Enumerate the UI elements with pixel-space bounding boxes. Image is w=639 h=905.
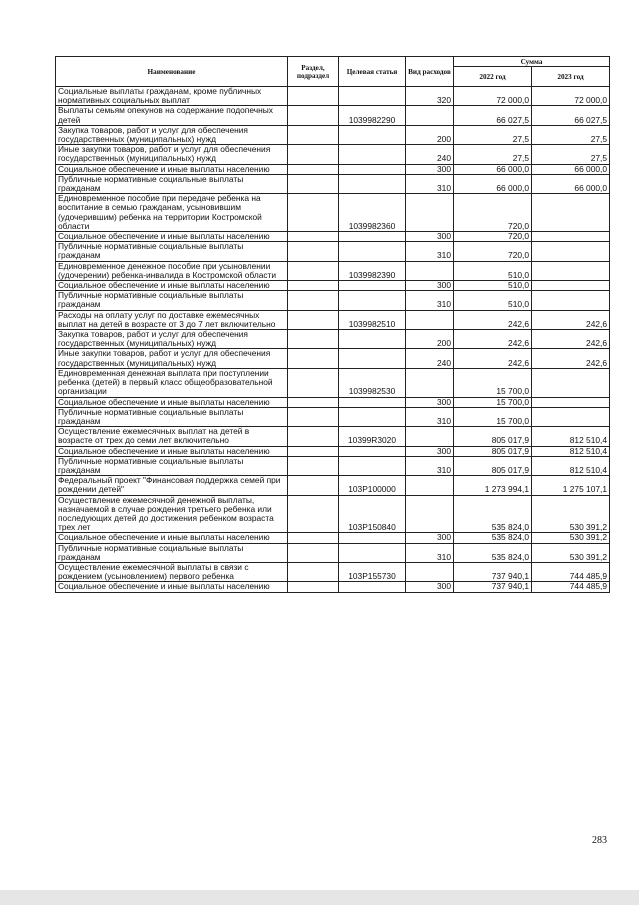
cell-name: Единовременное пособие при передаче ребенка на воспитание в семью гражданам, усыновившим (удочерившим) ребенка на территории Костромской области — [56, 194, 288, 232]
cell-type: 300 — [406, 397, 454, 407]
cell-type: 310 — [406, 174, 454, 193]
cell-name: Единовременное денежное пособие при усыновлении (удочерении) ребенка-инвалида в Костромской области — [56, 261, 288, 280]
table-row — [56, 164, 610, 174]
cell-name: Публичные нормативные социальные выплаты гражданам — [56, 242, 288, 261]
table-row — [56, 397, 610, 407]
table-row — [56, 582, 610, 592]
cell-sum-2023: 66 027,5 — [532, 106, 610, 125]
table-row — [56, 194, 610, 232]
cell-sum-2023: 744 485,9 — [532, 582, 610, 592]
cell-target: 1039982390 — [339, 261, 406, 280]
cell-sum-2023 — [532, 407, 610, 426]
cell-section — [288, 261, 339, 280]
cell-sum-2022: 15 700,0 — [454, 397, 532, 407]
cell-sum-2022: 15 700,0 — [454, 407, 532, 426]
cell-sum-2022: 805 017,9 — [454, 456, 532, 475]
table-row — [56, 562, 610, 581]
cell-sum-2022: 535 824,0 — [454, 533, 532, 543]
cell-type: 300 — [406, 446, 454, 456]
cell-target — [339, 407, 406, 426]
cell-sum-2023: 530 391,2 — [532, 543, 610, 562]
cell-target — [339, 446, 406, 456]
cell-section — [288, 87, 339, 106]
cell-type: 310 — [406, 456, 454, 475]
cell-sum-2023: 66 000,0 — [532, 164, 610, 174]
cell-section — [288, 125, 339, 144]
cell-section — [288, 407, 339, 426]
cell-type — [406, 562, 454, 581]
cell-section — [288, 106, 339, 125]
cell-sum-2022: 66 027,5 — [454, 106, 532, 125]
table-row — [56, 407, 610, 426]
cell-type — [406, 261, 454, 280]
cell-section — [288, 310, 339, 329]
cell-sum-2022: 720,0 — [454, 194, 532, 232]
cell-sum-2023: 242,6 — [532, 310, 610, 329]
cell-type — [406, 106, 454, 125]
cell-section — [288, 562, 339, 581]
cell-type: 310 — [406, 291, 454, 310]
cell-target — [339, 164, 406, 174]
cell-name: Единовременная денежная выплата при поступлении ребенка (детей) в первый класс общеобразовательной организации — [56, 368, 288, 397]
cell-sum-2022: 805 017,9 — [454, 427, 532, 446]
table-row — [56, 87, 610, 106]
cell-sum-2023 — [532, 194, 610, 232]
cell-sum-2023: 812 510,4 — [532, 427, 610, 446]
cell-sum-2022: 242,6 — [454, 330, 532, 349]
cell-type — [406, 495, 454, 533]
cell-name: Публичные нормативные социальные выплаты гражданам — [56, 543, 288, 562]
cell-section — [288, 242, 339, 261]
table-row — [56, 232, 610, 242]
cell-sum-2023: 1 275 107,1 — [532, 476, 610, 495]
cell-sum-2022: 737 940,1 — [454, 582, 532, 592]
cell-type: 310 — [406, 407, 454, 426]
budget-table — [55, 56, 610, 593]
cell-section — [288, 533, 339, 543]
cell-type: 240 — [406, 145, 454, 164]
table-row — [56, 456, 610, 475]
cell-sum-2023 — [532, 368, 610, 397]
cell-section — [288, 476, 339, 495]
cell-section — [288, 232, 339, 242]
cell-name: Иные закупки товаров, работ и услуг для обеспечения государственных (муниципальных) нужд — [56, 145, 288, 164]
cell-sum-2022: 510,0 — [454, 281, 532, 291]
cell-name: Социальное обеспечение и иные выплаты населению — [56, 533, 288, 543]
cell-target: 1039982360 — [339, 194, 406, 232]
cell-type: 300 — [406, 281, 454, 291]
header-section: Раздел, подраздел — [288, 57, 339, 87]
cell-name: Осуществление ежемесячной денежной выплаты, назначаемой в случае рождения третьего ребенка или последующих детей до достижения ребенком возраста трех лет — [56, 495, 288, 533]
cell-name: Осуществление ежемесячных выплат на детей в возрасте от трех до семи лет включительно — [56, 427, 288, 446]
header-type: Вид расходов — [406, 57, 454, 87]
cell-target — [339, 125, 406, 144]
cell-type: 320 — [406, 87, 454, 106]
cell-target — [339, 291, 406, 310]
cell-sum-2022: 15 700,0 — [454, 368, 532, 397]
table-row — [56, 427, 610, 446]
cell-target — [339, 397, 406, 407]
cell-sum-2022: 1 273 994,1 — [454, 476, 532, 495]
cell-target — [339, 232, 406, 242]
cell-type: 300 — [406, 582, 454, 592]
cell-sum-2022: 27,5 — [454, 125, 532, 144]
cell-type — [406, 310, 454, 329]
cell-target — [339, 456, 406, 475]
cell-target: 1039982510 — [339, 310, 406, 329]
table-row — [56, 145, 610, 164]
cell-name: Федеральный проект "Финансовая поддержка семей при рождении детей" — [56, 476, 288, 495]
cell-type — [406, 427, 454, 446]
table-row — [56, 281, 610, 291]
header-target: Целевая статья — [339, 57, 406, 87]
cell-section — [288, 145, 339, 164]
table-row — [56, 476, 610, 495]
cell-section — [288, 495, 339, 533]
cell-type: 310 — [406, 242, 454, 261]
cell-type: 200 — [406, 330, 454, 349]
table-header — [56, 57, 610, 87]
table-row — [56, 349, 610, 368]
cell-section — [288, 543, 339, 562]
cell-sum-2022: 242,6 — [454, 310, 532, 329]
cell-target: 10399R3020 — [339, 427, 406, 446]
cell-sum-2022: 805 017,9 — [454, 446, 532, 456]
cell-sum-2022: 720,0 — [454, 232, 532, 242]
cell-sum-2022: 720,0 — [454, 242, 532, 261]
cell-sum-2022: 737 940,1 — [454, 562, 532, 581]
cell-name: Закупка товаров, работ и услуг для обеспечения государственных (муниципальных) нужд — [56, 330, 288, 349]
cell-name: Социальное обеспечение и иные выплаты населению — [56, 281, 288, 291]
cell-sum-2023: 242,6 — [532, 330, 610, 349]
cell-section — [288, 281, 339, 291]
cell-name: Социальное обеспечение и иные выплаты населению — [56, 582, 288, 592]
cell-target — [339, 242, 406, 261]
table-row — [56, 446, 610, 456]
cell-target — [339, 543, 406, 562]
cell-target — [339, 145, 406, 164]
cell-sum-2023 — [532, 261, 610, 280]
cell-section — [288, 291, 339, 310]
cell-name: Публичные нормативные социальные выплаты гражданам — [56, 174, 288, 193]
cell-name: Социальное обеспечение и иные выплаты населению — [56, 164, 288, 174]
cell-target — [339, 330, 406, 349]
cell-type: 240 — [406, 349, 454, 368]
table-body — [56, 87, 610, 593]
table-row — [56, 543, 610, 562]
table-row — [56, 106, 610, 125]
cell-section — [288, 427, 339, 446]
table-row — [56, 368, 610, 397]
cell-target: 103P100000 — [339, 476, 406, 495]
cell-sum-2022: 27,5 — [454, 145, 532, 164]
cell-sum-2023: 530 391,2 — [532, 533, 610, 543]
cell-type: 300 — [406, 164, 454, 174]
viewer-bottom-strip — [0, 890, 639, 905]
cell-target: 103P155730 — [339, 562, 406, 581]
cell-sum-2022: 535 824,0 — [454, 495, 532, 533]
cell-sum-2023: 530 391,2 — [532, 495, 610, 533]
cell-sum-2023: 744 485,9 — [532, 562, 610, 581]
cell-sum-2022: 66 000,0 — [454, 174, 532, 193]
cell-name: Публичные нормативные социальные выплаты гражданам — [56, 291, 288, 310]
cell-target — [339, 87, 406, 106]
cell-sum-2023 — [532, 397, 610, 407]
cell-sum-2023: 812 510,4 — [532, 456, 610, 475]
table-row — [56, 261, 610, 280]
cell-sum-2023: 242,6 — [532, 349, 610, 368]
cell-sum-2022: 535 824,0 — [454, 543, 532, 562]
cell-name: Публичные нормативные социальные выплаты гражданам — [56, 456, 288, 475]
header-sum: Сумма — [454, 57, 610, 67]
header-year-2022: 2022 год — [454, 67, 532, 87]
header-year-2023: 2023 год — [532, 67, 610, 87]
cell-section — [288, 330, 339, 349]
cell-sum-2022: 66 000,0 — [454, 164, 532, 174]
cell-type: 310 — [406, 543, 454, 562]
cell-section — [288, 368, 339, 397]
cell-section — [288, 194, 339, 232]
cell-sum-2023 — [532, 291, 610, 310]
cell-name: Осуществление ежемесячной выплаты в связи с рождением (усыновлением) первого ребенка — [56, 562, 288, 581]
cell-type — [406, 368, 454, 397]
cell-section — [288, 174, 339, 193]
cell-type: 200 — [406, 125, 454, 144]
table-row — [56, 310, 610, 329]
cell-target: 1039982290 — [339, 106, 406, 125]
cell-section — [288, 164, 339, 174]
cell-target: 103P150840 — [339, 495, 406, 533]
cell-sum-2023: 812 510,4 — [532, 446, 610, 456]
table-row — [56, 495, 610, 533]
cell-type: 300 — [406, 533, 454, 543]
cell-name: Расходы на оплату услуг по доставке ежемесячных выплат на детей в возрасте от 3 до 7 лет включительно — [56, 310, 288, 329]
cell-target — [339, 349, 406, 368]
cell-sum-2023: 66 000,0 — [532, 174, 610, 193]
cell-name: Публичные нормативные социальные выплаты гражданам — [56, 407, 288, 426]
cell-section — [288, 456, 339, 475]
header-name: Наименование — [56, 57, 288, 87]
cell-target — [339, 582, 406, 592]
cell-type — [406, 476, 454, 495]
cell-target — [339, 533, 406, 543]
cell-name: Закупка товаров, работ и услуг для обеспечения государственных (муниципальных) нужд — [56, 125, 288, 144]
table-row — [56, 533, 610, 543]
cell-name: Иные закупки товаров, работ и услуг для обеспечения государственных (муниципальных) нужд — [56, 349, 288, 368]
table-row — [56, 242, 610, 261]
cell-type: 300 — [406, 232, 454, 242]
cell-sum-2023 — [532, 242, 610, 261]
cell-section — [288, 582, 339, 592]
cell-target: 1039982530 — [339, 368, 406, 397]
cell-type — [406, 194, 454, 232]
table-row — [56, 330, 610, 349]
table-row — [56, 174, 610, 193]
cell-sum-2023 — [532, 232, 610, 242]
cell-name: Социальное обеспечение и иные выплаты населению — [56, 397, 288, 407]
cell-target — [339, 174, 406, 193]
cell-sum-2023: 27,5 — [532, 145, 610, 164]
cell-sum-2023: 72 000,0 — [532, 87, 610, 106]
cell-sum-2023: 27,5 — [532, 125, 610, 144]
cell-target — [339, 281, 406, 291]
cell-section — [288, 446, 339, 456]
cell-sum-2023 — [532, 281, 610, 291]
cell-section — [288, 349, 339, 368]
table-row — [56, 291, 610, 310]
cell-sum-2022: 242,6 — [454, 349, 532, 368]
cell-name: Выплаты семьям опекунов на содержание подопечных детей — [56, 106, 288, 125]
cell-sum-2022: 510,0 — [454, 291, 532, 310]
cell-name: Социальные выплаты гражданам, кроме публичных нормативных социальных выплат — [56, 87, 288, 106]
cell-name: Социальное обеспечение и иные выплаты населению — [56, 446, 288, 456]
cell-sum-2022: 510,0 — [454, 261, 532, 280]
page-number: 283 — [592, 835, 607, 846]
cell-sum-2022: 72 000,0 — [454, 87, 532, 106]
cell-name: Социальное обеспечение и иные выплаты населению — [56, 232, 288, 242]
cell-section — [288, 397, 339, 407]
table-row — [56, 125, 610, 144]
